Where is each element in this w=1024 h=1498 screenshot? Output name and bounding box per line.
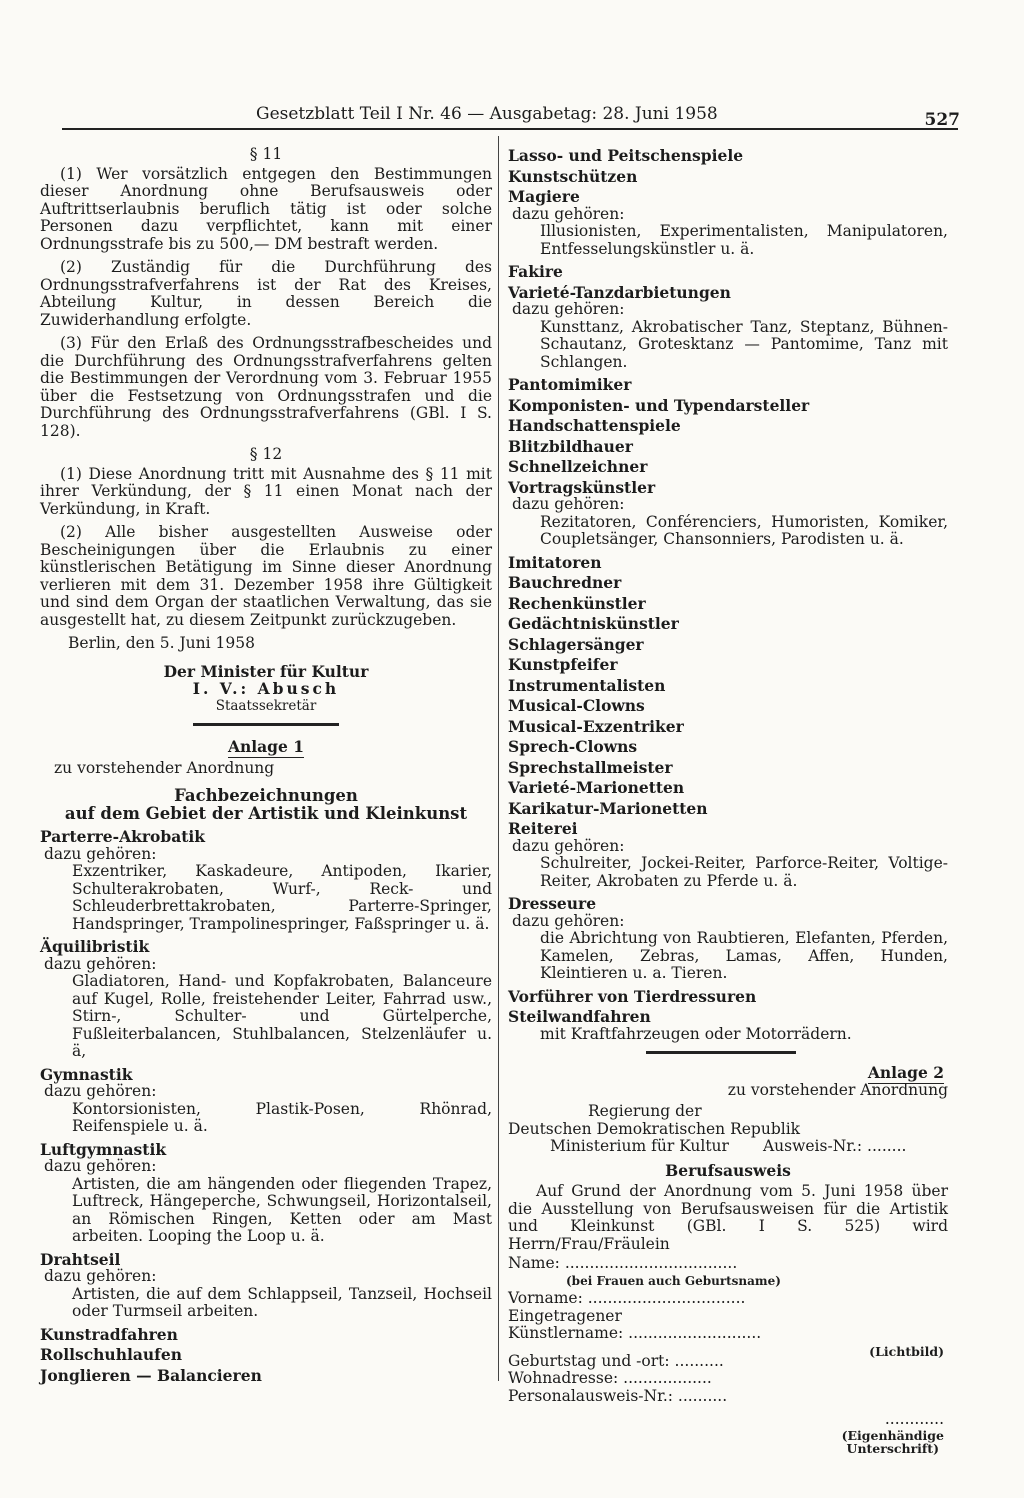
signatory: I. V.: Abusch (192, 679, 340, 698)
dazu-label: dazu gehören: (44, 1267, 157, 1285)
annex-2-label: Anlage 2 (867, 1063, 944, 1082)
ministry-name: Ministerium für Kultur (550, 1137, 729, 1155)
dazu-label: dazu gehören: (44, 844, 157, 863)
annex-1-title-2: auf dem Gebiet der Artistik und Kleinkunst (64, 803, 468, 823)
category-description: Kunsttanz, Akrobatischer Tanz, Steptanz, Bühnen-Schautanz, Grotesktanz — Pantomime, Tanz mit Schlangen. (540, 317, 948, 371)
dazu-label: dazu gehören: (512, 495, 625, 513)
annex-1-label: Anlage 1 (227, 737, 305, 756)
category-reiterei: Reiterei (508, 819, 578, 838)
category-description: Exzentriker, Kaskadeure, Antipoden, Ikarier, Schulterakrobaten, Wurf-, Reck- und Schleuderbrettakrobaten, Parterre-Springer, Handspringer, Trampolinespringer, Faßspringer u. ä. (72, 862, 492, 933)
category-gedaechtnis: Gedächtniskünstler (508, 614, 679, 633)
minister-title: Der Minister für Kultur (163, 661, 369, 681)
category-sprechstallmeister: Sprechstallmeister (508, 757, 673, 777)
category-kunstradfahren: Kunstradfahren (40, 1324, 178, 1344)
name-field: Name: ................................... (508, 1254, 738, 1272)
category-description: Artisten, die auf dem Schlappseil, Tanzseil, Hochseil oder Turmseil arbeiten. (72, 1284, 492, 1320)
category-parterre-akrobatik: Parterre-Akrobatik (40, 827, 206, 846)
issuer-line-1: Regierung der (588, 1102, 702, 1120)
right-column (508, 144, 948, 1471)
category-description: Schulreiter, Jockei-Reiter, Parforce-Reiter, Voltige-Reiter, Akrobaten zu Pferde u. ä. (540, 854, 948, 890)
category-variete-marionetten: Varieté-Marionetten (508, 778, 685, 797)
category-kunstschuetzen: Kunstschützen (508, 166, 638, 186)
section-11-para-3: (3) Für den Erlaß des Ordnungsstrafbescheides und die Durchführung des Ordnungsstrafverfahrens gelten die Bestimmungen der Verordnung vom 3. Februar 1955 über die Festsetzung von Ordnungsstrafen und die Durchführung des Ordnungsstrafverfahrens (GBl. I S. 128). (40, 334, 492, 440)
category-schnellzeichner: Schnellzeichner (508, 457, 648, 476)
signing-date: Berlin, den 5. Juni 1958 (68, 634, 255, 652)
eingetragener-label: Eingetragener (508, 1306, 622, 1325)
category-blitzbildhauer: Blitzbildhauer (508, 436, 633, 456)
dazu-label: dazu gehören: (512, 836, 625, 855)
annex-1-heading (40, 738, 492, 756)
section-11-para-1: (1) Wer vorsätzlich entgegen den Bestimmungen dieser Anordnung ohne Berufsausweis oder Auftrittserlaubnis beruflich tätig ist oder solche Personen dazu verpflichtet, kann mit einer Ordnungsstrafe bis zu 500,— DM bestraft werden. (40, 164, 492, 253)
signature-label-1: (Eigenhändige (841, 1428, 944, 1443)
annex-2-subtitle: zu vorstehender Anordnung (727, 1080, 948, 1099)
category-dresseure: Dresseure (508, 894, 597, 913)
header-rule (62, 128, 958, 130)
annex-2-heading (508, 1064, 948, 1082)
category-description: Gladiatoren, Hand- und Kopfakrobaten, Balanceure auf Kugel, Rolle, freistehender Leiter, Fahrrad usw., Stirn-, Schulter- und Gürtelperche, Fußleiterbalancen, Stuhlbalancen, Stelzenläufer u. ä, (72, 972, 492, 1060)
signature-label (842, 1429, 944, 1455)
form-title: Berufsausweis (665, 1160, 791, 1180)
category-imitatoren: Imitatoren (508, 552, 602, 572)
category-schlagersaenger: Schlagersänger (508, 634, 644, 654)
geburtstag-field: Geburtstag und -ort: .......... (508, 1351, 724, 1370)
category-musical-exzentriker: Musical-Exzentriker (508, 716, 684, 736)
category-lasso: Lasso- und Peitschenspiele (508, 146, 744, 165)
name-field-note: (bei Frauen auch Geburtsname) (566, 1273, 781, 1288)
dazu-label: dazu gehören: (512, 911, 625, 930)
category-fakire: Fakire (508, 262, 563, 281)
category-magiere: Magiere (508, 187, 580, 206)
category-handschatten: Handschattenspiele (508, 416, 681, 435)
section-12-para-2: (2) Alle bisher ausgestellten Ausweise oder Bescheinigungen über die Erlaubnis zu einer künstlerischen Betätigung im Sinne dieser Anordnung verlieren mit dem 31. Dezember 1958 ihre Gültigkeit und sind dem Organ der staatlichen Verwaltung, das sie ausgestellt hat, zu diesem Zeitpunkt zurückzugeben. (40, 523, 492, 629)
category-sprech-clowns: Sprech-Clowns (508, 737, 638, 756)
category-description: Kontorsionisten, Plastik-Posen, Rhönrad, Reifenspiele u. ä. (72, 1099, 492, 1135)
category-vortragskuenstler: Vortragskünstler (508, 477, 656, 497)
page-number: 527 (924, 110, 960, 130)
category-description: Illusionisten, Experimentalisten, Manipulatoren, Entfesselungskünstler u. ä. (540, 222, 948, 258)
category-description: Artisten, die am hängenden oder fliegenden Trapez, Luftreck, Hängeperche, Schwungseil, Horizontalseil, an Römischen Ringen, Ketten oder am Mast arbeiten. Looping the Loop u. ä. (72, 1174, 492, 1245)
column-divider (498, 136, 499, 1381)
kuenstlername-field: Künstlername: ........................... (508, 1324, 762, 1342)
category-aequilibristik: Äquilibristik (40, 937, 150, 956)
signature-label-2: Unterschrift) (846, 1441, 939, 1456)
category-gymnastik: Gymnastik (40, 1064, 133, 1084)
annex-1-subtitle: zu vorstehender Anordnung (54, 758, 275, 777)
section-12-para-1: (1) Diese Anordnung tritt mit Ausnahme des § 11 mit ihrer Verkündung, der § 11 einen Monat nach der Verkündung, in Kraft. (40, 464, 492, 518)
wohnadresse-field: Wohnadresse: .................. (508, 1369, 712, 1387)
category-karikatur-marionetten: Karikatur-Marionetten (508, 798, 708, 818)
category-description: mit Kraftfahrzeugen oder Motorrädern. (540, 1024, 852, 1043)
category-instrumentalisten: Instrumentalisten (508, 675, 666, 695)
ausweis-number-field: Ausweis-Nr.: ........ (762, 1137, 907, 1155)
category-rechenkuenstler: Rechenkünstler (508, 593, 646, 613)
page-header (60, 104, 960, 130)
issuer-line-2: Deutschen Demokratischen Republik (508, 1119, 801, 1138)
section-12-heading: § 12 (249, 445, 283, 463)
dazu-label: dazu gehören: (512, 300, 625, 318)
dazu-label: dazu gehören: (44, 954, 157, 973)
category-variete-tanz: Varieté-Tanzdarbietungen (508, 282, 731, 302)
category-musical-clowns: Musical-Clowns (508, 696, 645, 715)
category-pantomimiker: Pantomimiker (508, 375, 632, 394)
category-description: Rezitatoren, Conférenciers, Humoristen, Komiker, Coupletsänger, Chansonniers, Parodisten u. ä. (540, 512, 948, 548)
category-komponisten: Komponisten- und Typendarsteller (508, 395, 810, 415)
dazu-label: dazu gehören: (44, 1082, 157, 1100)
category-rollschuhlaufen: Rollschuhlaufen (40, 1345, 182, 1364)
vorname-field: Vorname: ................................ (508, 1289, 746, 1307)
spacer (508, 1343, 948, 1359)
section-11-para-2: (2) Zuständig für die Durchführung des Ordnungsstrafverfahrens ist der Rat des Kreises, Abteilung Kultur, in dessen Bereich die Zuwiderhandlung erfolgte. (40, 258, 492, 329)
signature-line: ............ (884, 1410, 944, 1428)
issuer-line-3 (550, 1138, 948, 1156)
category-jonglieren: Jonglieren — Balancieren (40, 1365, 262, 1385)
category-drahtseil: Drahtseil (40, 1249, 121, 1269)
category-tierdressuren: Vorführer von Tierdressuren (508, 986, 757, 1006)
category-description: die Abrichtung von Raubtieren, Elefanten, Pferden, Kamelen, Zebras, Lamas, Affen, Hunden, Kleintieren u. a. Tieren. (540, 929, 948, 982)
category-bauchredner: Bauchredner (508, 573, 622, 592)
signature-area (508, 1411, 948, 1471)
photo-placeholder-label: (Lichtbild) (869, 1343, 944, 1359)
category-luftgymnastik: Luftgymnastik (40, 1139, 167, 1159)
header-title: Gesetzblatt Teil I Nr. 46 — Ausgabetag: 28. Juni 1958 (256, 104, 718, 124)
dazu-label: dazu gehören: (44, 1157, 157, 1175)
left-column (40, 144, 492, 1384)
section-rule (193, 723, 339, 726)
personalausweis-field: Personalausweis-Nr.: .......... (508, 1386, 728, 1405)
dazu-label: dazu gehören: (512, 204, 625, 223)
signatory-role: Staatssekretär (215, 697, 317, 714)
form-intro: Auf Grund der Anordnung vom 5. Juni 1958 über die Ausstellung von Berufsausweisen für die Artistik und Kleinkunst (GBl. I S. 525) wird Herrn/Frau/Fräulein (508, 1182, 948, 1253)
annex-1-title: Fachbezeichnungen (174, 786, 358, 805)
section-11-heading: § 11 (249, 145, 283, 163)
category-kunstpfeifer: Kunstpfeifer (508, 655, 618, 674)
section-rule (646, 1051, 796, 1054)
category-steilwandfahren: Steilwandfahren (508, 1007, 651, 1026)
